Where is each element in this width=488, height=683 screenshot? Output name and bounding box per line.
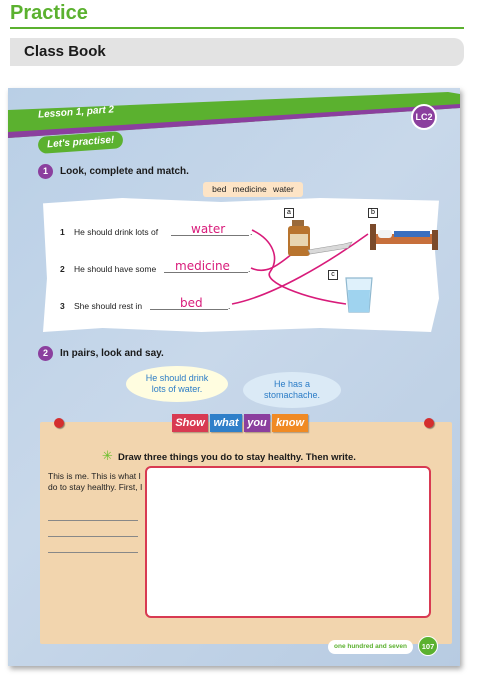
letter-box-c: c xyxy=(328,270,338,280)
write-line xyxy=(48,536,138,537)
sentence-text: He should have some xyxy=(74,264,157,274)
show-tile: Show xyxy=(172,414,208,432)
speech-bubble-2-text: He has a stomachache. xyxy=(263,379,321,400)
star-icon: ✳ xyxy=(102,448,113,463)
exercise-2-instruction: In pairs, look and say. xyxy=(60,348,164,359)
speech-bubble-1 xyxy=(126,366,228,402)
task-instruction: Draw three things you do to stay healthy. Then write. xyxy=(118,452,356,463)
speech-bubble-2 xyxy=(243,372,341,408)
write-line xyxy=(48,552,138,553)
page-footer-words: one hundred and seven xyxy=(328,640,413,654)
speech-bubble-1-text: He should drink lots of water. xyxy=(145,373,209,394)
book-page-image xyxy=(8,88,460,666)
exercise-1-instruction: Look, complete and match. xyxy=(60,166,189,177)
class-book-bar xyxy=(10,38,464,66)
sentence-number: 3 xyxy=(60,301,65,311)
sentence-number: 2 xyxy=(60,264,65,274)
sentence-text: She should rest in xyxy=(74,301,143,311)
sentence-end: . xyxy=(228,301,231,311)
write-prompt: This is me. This is what I do to stay healthy. First, I xyxy=(48,471,143,492)
lets-practise-label: Let's practise! xyxy=(38,131,124,154)
what-tile: what xyxy=(210,414,242,432)
answer-handwriting: medicine xyxy=(175,259,230,273)
exercise-1-number: 1 xyxy=(38,164,53,179)
answer-handwriting: bed xyxy=(180,296,203,310)
push-pin-icon xyxy=(54,418,64,428)
page-number: 107 xyxy=(418,636,438,656)
exercise-2-number: 2 xyxy=(38,346,53,361)
practice-title: Practice xyxy=(10,2,88,24)
answer-handwriting: water xyxy=(191,222,226,236)
sentence-text: He should drink lots of xyxy=(74,227,159,237)
you-tile: you xyxy=(244,414,270,432)
water-glass-picture xyxy=(342,276,376,316)
sentence-number: 1 xyxy=(60,227,65,237)
know-tile: know xyxy=(272,414,308,432)
bed-picture xyxy=(368,222,440,252)
class-book-label: Class Book xyxy=(24,43,106,60)
write-line xyxy=(48,520,138,521)
lesson-label: Lesson 1, part 2 xyxy=(37,104,115,121)
push-pin-icon xyxy=(424,418,434,428)
sentence-end: . xyxy=(250,227,253,237)
practice-rule xyxy=(10,27,464,29)
drawing-box xyxy=(145,466,431,618)
word-box: bed medicine water xyxy=(203,182,303,197)
medicine-picture xyxy=(286,220,356,260)
letter-box-b: b xyxy=(368,208,378,218)
sentence-end: . xyxy=(248,264,251,274)
letter-box-a: a xyxy=(284,208,294,218)
lc2-badge: LC2 xyxy=(411,104,437,130)
